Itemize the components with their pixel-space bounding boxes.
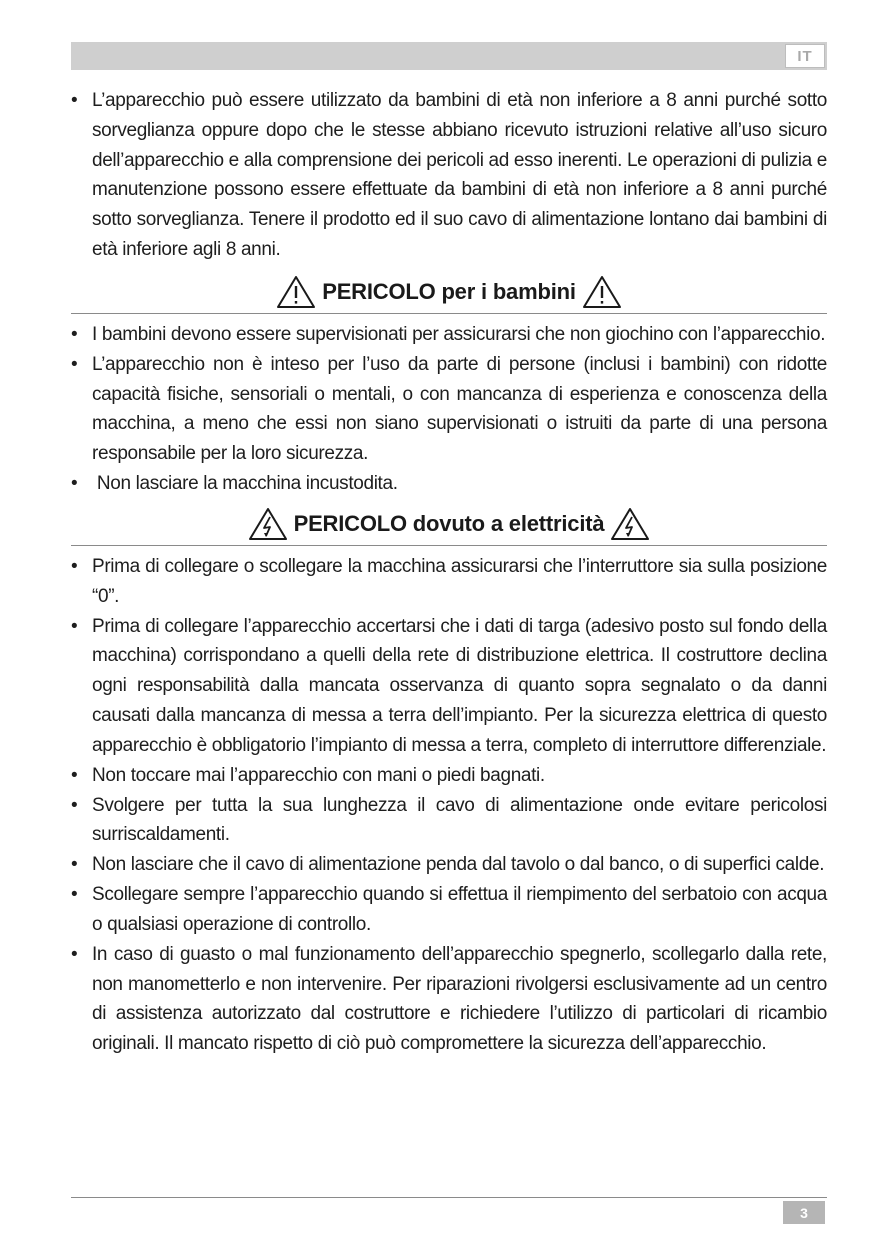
bullet-icon: •: [71, 323, 78, 345]
bullet-icon: •: [71, 794, 78, 816]
list-item: [71, 940, 827, 1059]
list-item-text: Non toccare mai l’apparecchio con mani o piedi bagnati.: [92, 764, 545, 786]
electric-hazard-icon: [248, 507, 288, 541]
section-heading-children: [71, 271, 827, 314]
list-item: [71, 552, 827, 612]
list-item-text: Prima di collegare o scollegare la macchina assicurarsi che l’interruttore sia sulla posizione “0”.: [92, 555, 827, 607]
electricity-list: [71, 552, 827, 1059]
bullet-icon: •: [71, 473, 78, 495]
list-item-text: L’apparecchio non è inteso per l’uso da parte di persone (inclusi i bambini) con ridotte capacità fisiche, sensoriali o mentali, o con mancanza di esperienza e conoscenza della macchina, a meno che essi non siano supervisionati o istruiti da parte di una persona responsabile per la loro sicurezza.: [92, 353, 827, 465]
list-item: [71, 320, 827, 350]
list-item: [71, 612, 827, 761]
intro-list: [71, 86, 827, 265]
page-number: 3: [783, 1201, 825, 1224]
list-item-text: I bambini devono essere supervisionati per assicurarsi che non giochino con l’apparecchio.: [92, 323, 826, 345]
bullet-icon: •: [71, 943, 78, 965]
bullet-icon: •: [71, 615, 78, 637]
section-heading-electricity: [71, 503, 827, 546]
electric-hazard-icon: [610, 507, 650, 541]
list-item-text: Non lasciare che il cavo di alimentazione penda dal tavolo o dal banco, o di superfici calde.: [92, 854, 825, 876]
list-item-text: In caso di guasto o mal funzionamento dell’apparecchio spegnerlo, scollegarlo dalla rete, non manometterlo e non intervenire. Per riparazioni rivolgersi esclusivamente ad un centro di assistenza autorizzato dal costruttore e richiedere l’utilizzo di particolari di ricambio originali. Il mancato rispetto di ciò può compromettere la sicurezza dell’apparecchio.: [92, 943, 827, 1055]
list-item: [71, 761, 827, 791]
list-item-text: Prima di collegare l’apparecchio accertarsi che i dati di targa (adesivo posto sul fondo della macchina) corrispondano a quelli della rete di distribuzione elettrica. Il costruttore declina ogni responsabilità dalla mancata osservanza di quanto sopra segnalato o da danni causati dalla mancanza di messa a terra dell’impianto. Per la sicurezza elettrica di questo apparecchio è obbligatorio l’impianto di messa a terra, completo di interruttore differenziale.: [92, 615, 827, 756]
bullet-icon: •: [71, 764, 78, 786]
list-item: [71, 880, 827, 940]
bullet-icon: •: [71, 854, 78, 876]
header-bar: [71, 42, 827, 70]
list-item: [71, 850, 827, 880]
list-item: [71, 791, 827, 851]
page-content: [71, 86, 827, 1059]
footer-divider: [71, 1197, 827, 1198]
warning-triangle-icon: [582, 275, 622, 309]
list-item: [71, 350, 827, 469]
section-title: PERICOLO per i bambini: [322, 278, 576, 304]
bullet-icon: •: [71, 353, 78, 375]
list-item: [71, 469, 827, 499]
warning-triangle-icon: [276, 275, 316, 309]
list-item-text: Scollegare sempre l’apparecchio quando si effettua il riempimento del serbatoio con acqua o qualsiasi operazione di controllo.: [92, 884, 827, 935]
list-item-text: L’apparecchio può essere utilizzato da bambini di età non inferiore a 8 anni purché sotto sorveglianza oppure dopo che le stesse abbiano ricevuto istruzioni relative all’uso sicuro dell’apparecchio e alla comprensione dei pericoli ad esso inerenti. Le operazioni di pulizia e manutenzione possono essere effettuate da bambini di età non inferiore a 8 anni purché sotto sorveglianza. Tenere il prodotto ed il suo cavo di alimentazione lontano dai bambini di età inferiore agli 8 anni.: [92, 90, 827, 261]
bullet-icon: •: [71, 884, 78, 906]
bullet-icon: •: [71, 90, 78, 111]
list-item-text: Svolgere per tutta la sua lunghezza il cavo di alimentazione onde evitare pericolosi surriscaldamenti.: [92, 794, 827, 846]
language-badge: IT: [785, 44, 825, 68]
list-item: [71, 86, 827, 265]
list-item-text: Non lasciare la macchina incustodita.: [92, 473, 398, 495]
bullet-icon: •: [71, 555, 78, 577]
children-list: [71, 320, 827, 499]
section-title: PERICOLO dovuto a elettricità: [293, 510, 605, 536]
